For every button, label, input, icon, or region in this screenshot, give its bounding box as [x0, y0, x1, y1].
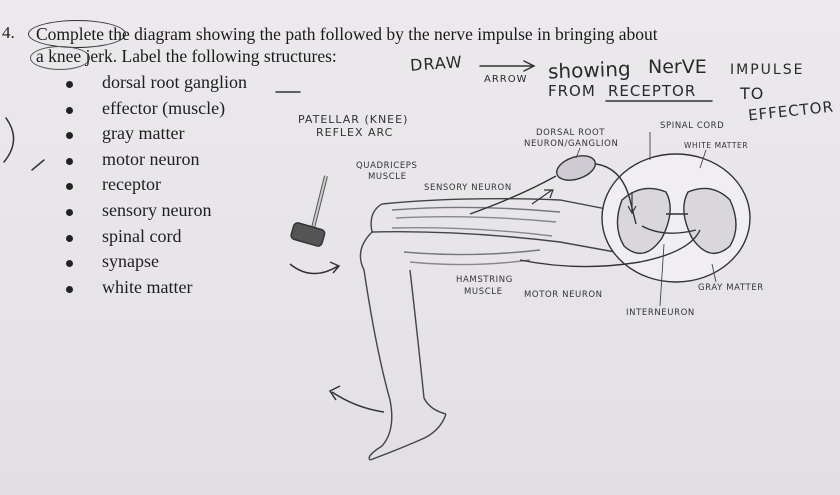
list-item: sensory neuron [62, 200, 247, 226]
label-hamstring-line1: HAMSTRING [456, 275, 513, 285]
handwriting-from: FROM [548, 82, 596, 100]
label-quadriceps-line2: MUSCLE [368, 172, 407, 182]
handwriting-impulse: IMPULSE [730, 62, 805, 78]
list-item: dorsal root ganglion [62, 72, 247, 98]
label-gray-matter: GRAY MATTER [698, 283, 764, 293]
question-text-line1: Complete the diagram showing the path followed by the nerve impulse in bringing about [36, 24, 658, 44]
label-spinal-cord: SPINAL CORD [660, 121, 725, 131]
label-white-matter: WHITE MATTER [684, 141, 749, 150]
handwriting-showing: showing [547, 56, 632, 84]
handwritten-arrow-line [480, 61, 534, 71]
label-dorsal-line1: DORSAL ROOT [536, 128, 606, 138]
label-quadriceps-line1: QUADRICEPS [356, 161, 418, 171]
handwriting-draw: DRAW [409, 52, 464, 75]
hammer-motion-arrow [290, 262, 339, 274]
label-hamstring-line2: MUSCLE [464, 287, 503, 297]
reflex-hammer [290, 176, 326, 247]
handwritten-left-arc [4, 118, 14, 162]
list-item: motor neuron [62, 149, 247, 175]
list-item: white matter [62, 277, 247, 303]
label-dorsal-line2: NEURON/GANGLION [524, 139, 619, 149]
diagram-title-line1: PATELLAR (KNEE) [298, 113, 409, 126]
handwritten-arrow-sensory [532, 190, 553, 204]
leg-drawing [360, 199, 632, 460]
list-item: gray matter [62, 123, 247, 149]
handwriting-arrow: ARROW [484, 74, 528, 85]
list-item: synapse [62, 251, 247, 277]
list-item: receptor [62, 174, 247, 200]
label-motor-neuron: MOTOR NEURON [524, 290, 603, 300]
label-sensory-neuron: SENSORY NEURON [424, 183, 512, 193]
handwriting-nerve: NerVE [648, 56, 707, 78]
diagram-title-line2: REFLEX ARC [316, 126, 394, 139]
question-number: 4. [2, 23, 15, 42]
handwriting-to: TO [740, 84, 765, 103]
list-item: effector (muscle) [62, 98, 247, 124]
dorsal-root-ganglion [554, 151, 599, 184]
spinal-cord-cross-section [602, 154, 750, 282]
list-item: spinal cord [62, 226, 247, 252]
handwriting-receptor: RECEPTOR [608, 82, 697, 100]
foot-motion-arrow [330, 386, 384, 412]
handwriting-effector: EFFECTOR [747, 97, 835, 125]
question-text-line2: a knee jerk. Label the following structures: [36, 46, 337, 66]
label-interneuron: INTERNEURON [626, 308, 695, 318]
handwritten-tick [32, 160, 44, 170]
